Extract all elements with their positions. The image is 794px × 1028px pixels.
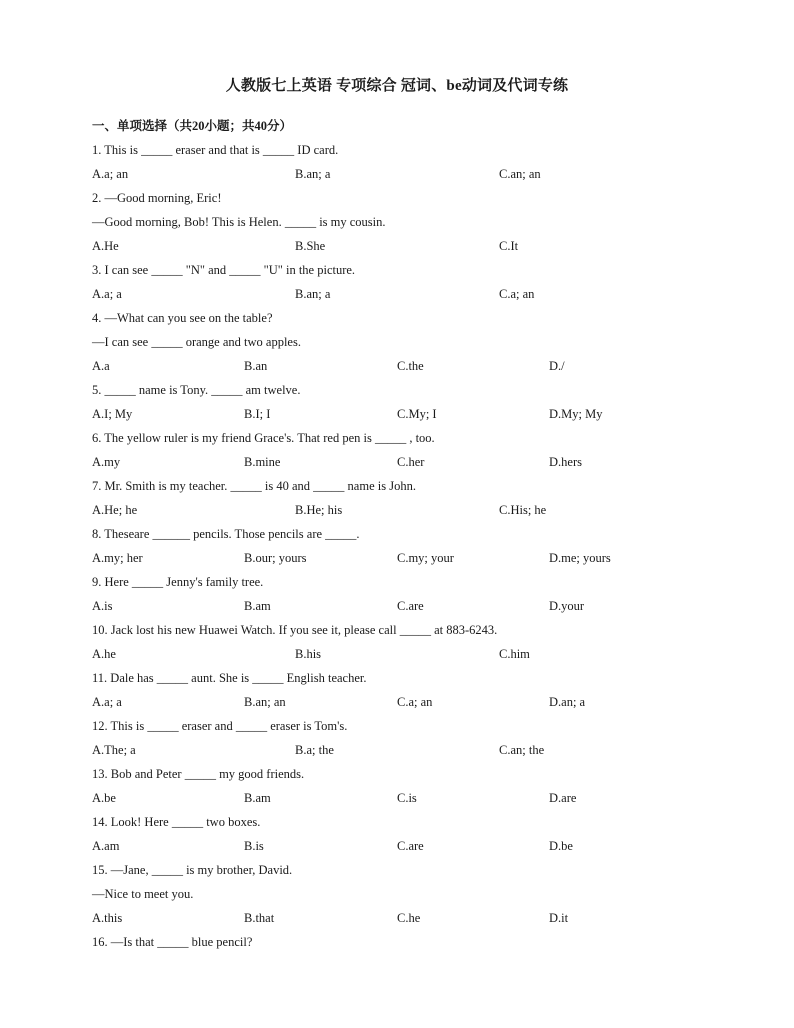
option-d[interactable]: D.hers (549, 455, 582, 469)
options-13 (92, 788, 732, 812)
option-a[interactable]: A.He; he (92, 503, 138, 517)
question-14: 14. Look! Here _____ two boxes. (92, 815, 261, 829)
question-3: 3. I can see _____ "N" and _____ "U" in the picture. (92, 263, 356, 277)
options-9 (92, 596, 732, 620)
option-a[interactable]: A.a; an (92, 167, 129, 181)
option-a[interactable]: A.a (92, 359, 110, 373)
options-10 (92, 644, 732, 668)
option-d[interactable]: D.your (549, 599, 585, 613)
question-2: 2. —Good morning, Eric! (92, 191, 222, 205)
option-b[interactable]: B.an; a (295, 287, 331, 301)
option-b[interactable]: B.our; yours (244, 551, 307, 565)
page-title: 人教版七上英语 专项综合 冠词、be动词及代词专练 (225, 78, 569, 94)
option-a[interactable]: A.is (92, 599, 113, 613)
option-c[interactable]: C.my; your (397, 551, 454, 565)
options-15 (92, 908, 732, 932)
option-b[interactable]: B.an; a (295, 167, 331, 181)
question-7: 7. Mr. Smith is my teacher. _____ is 40 and _____ name is John. (92, 479, 416, 493)
option-a[interactable]: A.this (92, 911, 123, 925)
option-d[interactable]: D.it (549, 911, 569, 925)
option-d[interactable]: D.be (549, 839, 573, 853)
option-c[interactable]: C.are (397, 839, 424, 853)
option-c[interactable]: C.an; an (499, 167, 541, 181)
option-b[interactable]: B.that (244, 911, 275, 925)
question-4: 4. —What can you see on the table? (92, 311, 273, 325)
option-d[interactable]: D.an; a (549, 695, 586, 709)
option-c[interactable]: C.her (397, 455, 425, 469)
option-c[interactable]: C.a; an (499, 287, 535, 301)
question-4-line-2: —I can see _____ orange and two apples. (92, 335, 301, 349)
option-c[interactable]: C.he (397, 911, 421, 925)
question-6: 6. The yellow ruler is my friend Grace's. That red pen is _____ , too. (92, 431, 435, 445)
option-c[interactable]: C.His; he (499, 503, 547, 517)
option-c[interactable]: C.are (397, 599, 424, 613)
option-d[interactable]: D.My; My (549, 407, 603, 421)
options-12 (92, 740, 732, 764)
options-11 (92, 692, 732, 716)
option-b[interactable]: B.is (244, 839, 264, 853)
option-a[interactable]: A.my; her (92, 551, 143, 565)
options-1 (92, 164, 732, 188)
question-2-line-2: —Good morning, Bob! This is Helen. _____ is my cousin. (92, 215, 386, 229)
option-b[interactable]: B.his (295, 647, 322, 661)
option-b[interactable]: B.I; I (244, 407, 271, 421)
question-16: 16. —Is that _____ blue pencil? (92, 935, 253, 949)
question-9: 9. Here _____ Jenny's family tree. (92, 575, 264, 589)
option-d[interactable]: D.are (549, 791, 577, 805)
question-12: 12. This is _____ eraser and _____ eraser is Tom's. (92, 719, 348, 733)
option-b[interactable]: B.an (244, 359, 268, 373)
options-8 (92, 548, 732, 572)
option-c[interactable]: C.It (499, 239, 519, 253)
option-d[interactable]: D./ (549, 359, 565, 373)
question-11: 11. Dale has _____ aunt. She is _____ English teacher. (92, 671, 367, 685)
question-5: 5. _____ name is Tony. _____ am twelve. (92, 383, 301, 397)
option-d[interactable]: D.me; yours (549, 551, 611, 565)
option-c[interactable]: C.an; the (499, 743, 545, 757)
option-c[interactable]: C.a; an (397, 695, 433, 709)
question-15: 15. —Jane, _____ is my brother, David. (92, 863, 293, 877)
option-c[interactable]: C.him (499, 647, 530, 661)
option-b[interactable]: B.am (244, 791, 271, 805)
option-b[interactable]: B.a; the (295, 743, 334, 757)
options-5 (92, 404, 732, 428)
option-b[interactable]: B.am (244, 599, 271, 613)
option-b[interactable]: B.She (295, 239, 326, 253)
options-2 (92, 236, 732, 260)
option-a[interactable]: A.a; a (92, 287, 122, 301)
options-6 (92, 452, 732, 476)
option-a[interactable]: A.am (92, 839, 120, 853)
question-list (92, 140, 732, 956)
option-c[interactable]: C.My; I (397, 407, 437, 421)
option-c[interactable]: C.is (397, 791, 417, 805)
option-a[interactable]: A.He (92, 239, 119, 253)
section-heading: 一、单项选择（共20小题；共40分） (92, 119, 293, 133)
option-c[interactable]: C.the (397, 359, 424, 373)
options-14 (92, 836, 732, 860)
options-7 (92, 500, 732, 524)
question-15-line-2: —Nice to meet you. (92, 887, 194, 901)
options-4 (92, 356, 732, 380)
option-a[interactable]: A.The; a (92, 743, 136, 757)
question-13: 13. Bob and Peter _____ my good friends. (92, 767, 305, 781)
question-8: 8. Theseare ______ pencils. Those pencils are _____. (92, 527, 360, 541)
option-a[interactable]: A.he (92, 647, 116, 661)
options-3 (92, 284, 732, 308)
question-1: 1. This is _____ eraser and that is _____ ID card. (92, 143, 339, 157)
option-b[interactable]: B.mine (244, 455, 281, 469)
question-10: 10. Jack lost his new Huawei Watch. If you see it, please call _____ at 883-6243. (92, 623, 498, 637)
option-b[interactable]: B.He; his (295, 503, 343, 517)
option-b[interactable]: B.an; an (244, 695, 286, 709)
option-a[interactable]: A.my (92, 455, 121, 469)
option-a[interactable]: A.be (92, 791, 116, 805)
option-a[interactable]: A.a; a (92, 695, 122, 709)
option-a[interactable]: A.I; My (92, 407, 133, 421)
